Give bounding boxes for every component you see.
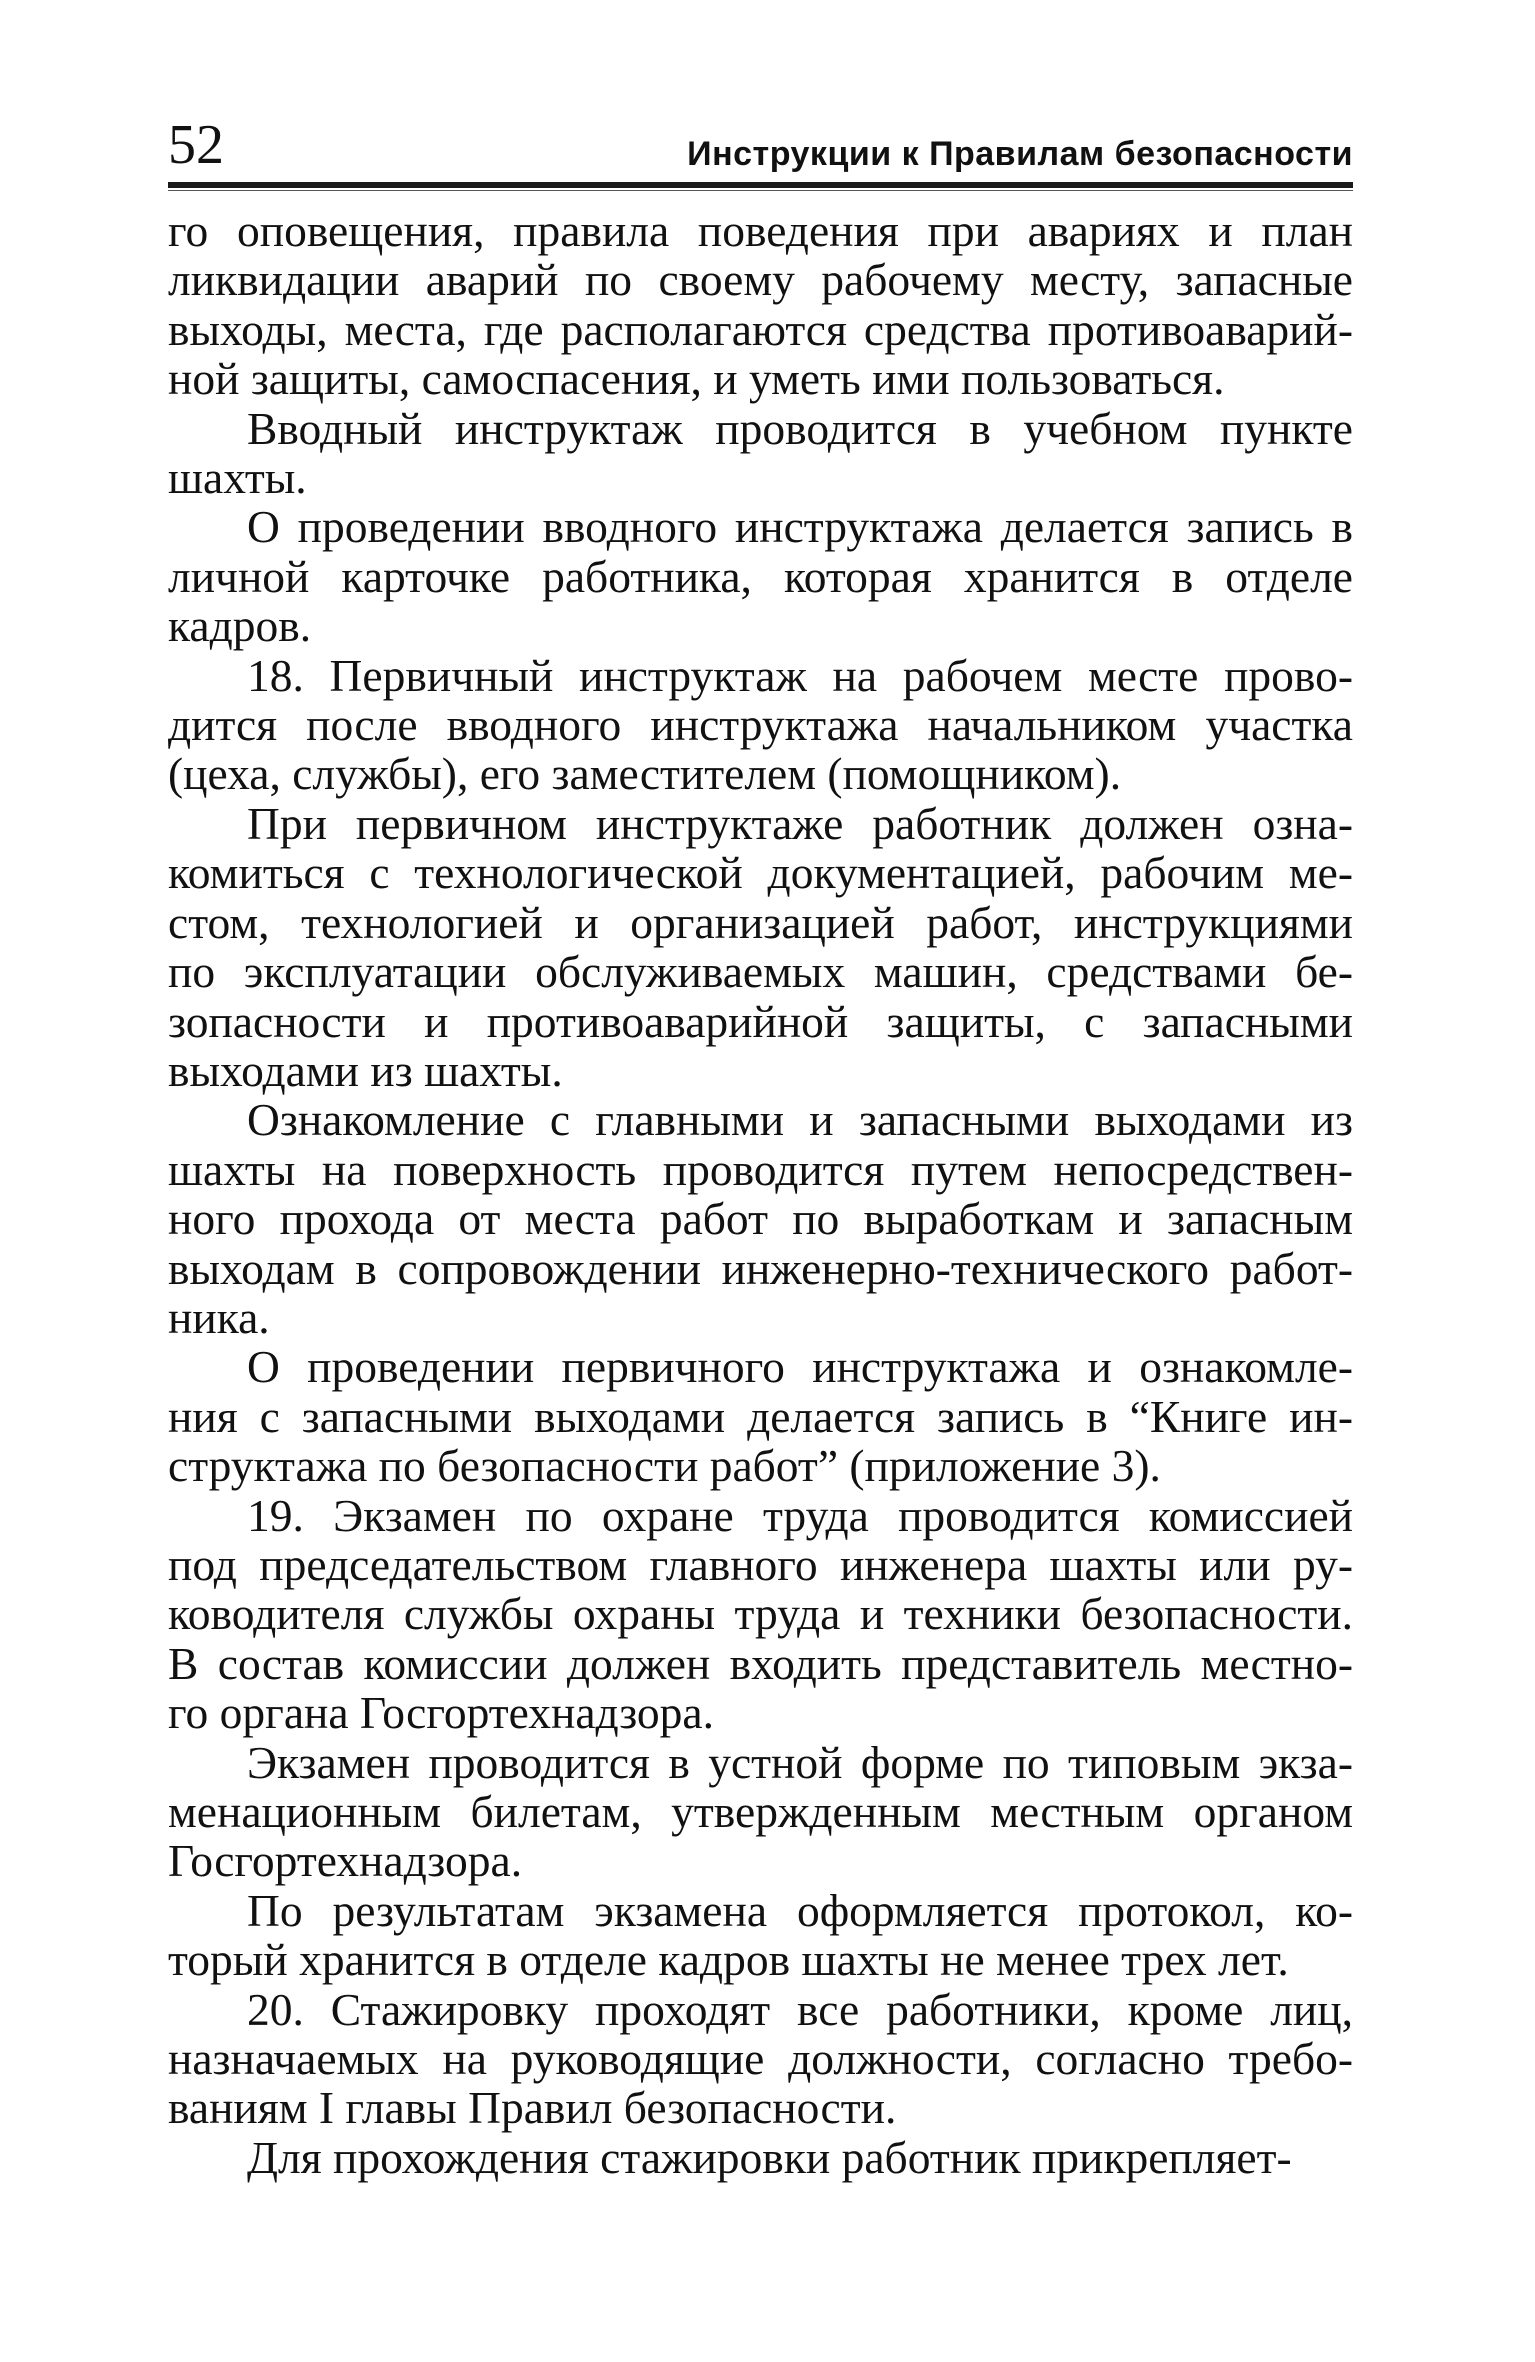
text-line: Для прохождения стажировки работник прикрепляет- [247, 2131, 1292, 2183]
text-line: ного прохода от места работ по выработкам и запасным [168, 1193, 1353, 1245]
text-line: Экзамен проводится в устной форме по типовым экза- [247, 1736, 1353, 1788]
text-line: О проведении вводного инструктажа делается запись в [247, 501, 1353, 553]
text-line: ликвидации аварий по своему рабочему месту, запасные [168, 254, 1353, 306]
text-line: 18. Первичный инструктаж на рабочем месте прово- [247, 649, 1353, 701]
text-line: личной карточке работника, которая хранится в отделе [168, 550, 1353, 602]
text-line: ника. [168, 1291, 270, 1343]
paragraph [168, 206, 1353, 404]
text-line: выходами из шахты. [168, 1044, 563, 1096]
paragraph [168, 2133, 1353, 2182]
text-line: 20. Стажировку проходят все работники, кроме лиц, [247, 1983, 1353, 2035]
text-line: менационным билетам, утвержденным местным органом [168, 1786, 1353, 1837]
text-line: кадров. [168, 600, 312, 652]
text-line: зопасности и противоаварийной защиты, с запасными [168, 995, 1353, 1047]
text-line: структажа по безопасности работ” (приложение 3). [168, 1440, 1161, 1492]
body-text [168, 206, 1353, 2182]
text-line: ваниям I главы Правил безопасности. [168, 2082, 897, 2134]
text-line: О проведении первичного инструктажа и ознакомле- [247, 1341, 1353, 1393]
text-line: При первичном инструктаже работник должен озна- [247, 797, 1353, 849]
text-line: ния с запасными выходами делается запись в “Книге ин- [168, 1390, 1353, 1442]
text-line: шахты на поверхность проводится путем непосредствен- [168, 1143, 1353, 1195]
paragraph [168, 502, 1353, 650]
paragraph [168, 1738, 1353, 1886]
text-line: 19. Экзамен по охране труда проводится комиссией [247, 1489, 1353, 1541]
text-line: По результатам экзамена оформляется протокол, ко- [247, 1884, 1353, 1936]
text-line: выходы, места, где располагаются средства противоаварий- [168, 303, 1353, 355]
header-rule [168, 182, 1353, 188]
text-line: В состав комиссии должен входить представитель местно- [168, 1637, 1353, 1689]
text-line: Вводный инструктаж проводится в учебном пункте [247, 402, 1353, 454]
text-line: по эксплуатации обслуживаемых машин, средствами бе- [168, 946, 1353, 998]
text-line: го оповещения, правила поведения при авариях и план [168, 205, 1353, 256]
running-title: Инструкции к Правилам безопасности [687, 135, 1353, 173]
paragraph [168, 404, 1353, 503]
text-line: дится после вводного инструктажа начальником участка [168, 699, 1353, 751]
text-line: шахты. [168, 452, 307, 504]
text-line: Ознакомление с главными и запасными выходами из [247, 1094, 1353, 1146]
text-line: го органа Госгортехнадзора. [168, 1687, 714, 1739]
text-line: комиться с технологической документацией, рабочим ме- [168, 847, 1353, 899]
header-rule-thin [168, 190, 1353, 191]
paragraph [168, 1095, 1353, 1342]
paragraph [168, 1985, 1353, 2133]
paragraph [168, 799, 1353, 1095]
text-line: торый хранится в отделе кадров шахты не менее трех лет. [168, 1934, 1289, 1986]
text-line: выходам в сопровождении инженерно-технического работ- [168, 1242, 1353, 1294]
page-header [168, 110, 1353, 190]
text-line: назначаемых на руководящие должности, согласно требо- [168, 2033, 1353, 2085]
paragraph [168, 1886, 1353, 1985]
text-line: ной защиты, самоспасения, и уметь ими пользоваться. [168, 353, 1225, 405]
text-line: Госгортехнадзора. [168, 1835, 523, 1887]
text-line: (цеха, службы), его заместителем (помощником). [168, 748, 1122, 800]
text-line: ководителя службы охраны труда и техники безопасности. [168, 1588, 1353, 1640]
paragraph [168, 1491, 1353, 1738]
paragraph [168, 1342, 1353, 1490]
text-line: под председательством главного инженера шахты или ру- [168, 1538, 1353, 1590]
page-number: 52 [168, 114, 224, 176]
paragraph [168, 651, 1353, 799]
text-line: стом, технологией и организацией работ, инструкциями [168, 896, 1353, 948]
